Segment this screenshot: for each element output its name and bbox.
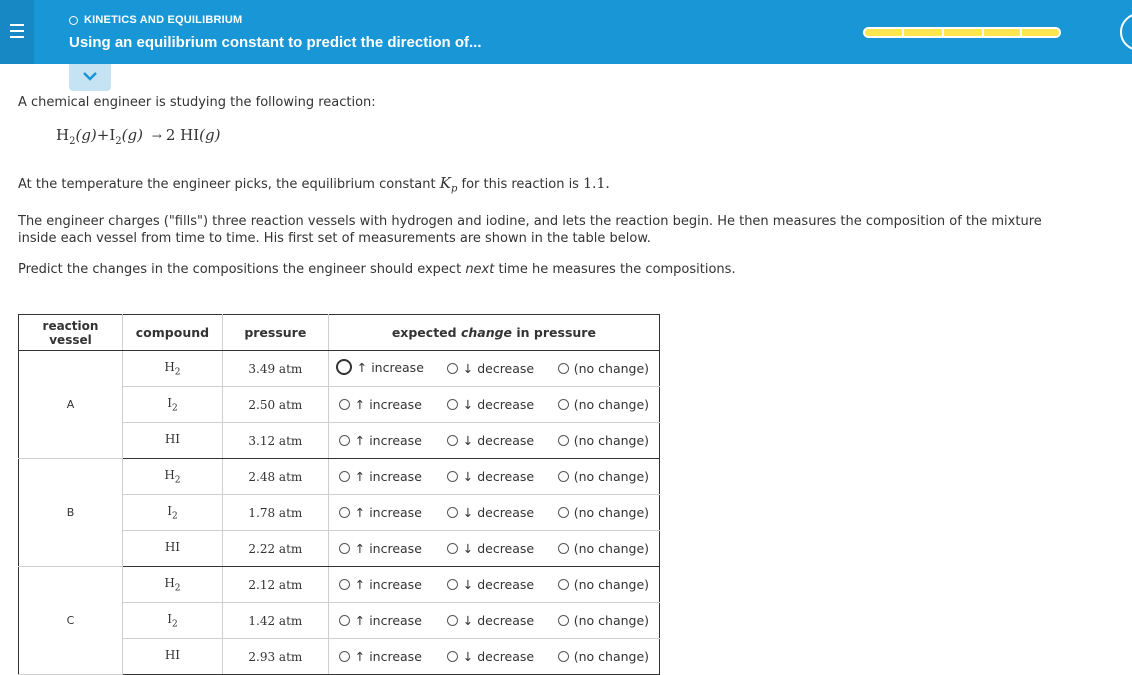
option-decrease[interactable] xyxy=(447,361,534,376)
option-none[interactable] xyxy=(558,541,649,556)
vessel-label: B xyxy=(19,459,123,567)
decrease-radio[interactable] xyxy=(447,507,458,518)
increase-radio[interactable] xyxy=(336,359,352,375)
decrease-label: ↓ decrease xyxy=(462,613,535,628)
none-radio[interactable] xyxy=(558,363,569,374)
compound-cell: HI xyxy=(122,531,222,567)
table-row xyxy=(19,459,660,495)
option-decrease[interactable] xyxy=(447,469,534,484)
option-increase[interactable] xyxy=(339,577,422,592)
option-none[interactable] xyxy=(558,397,649,412)
none-radio[interactable] xyxy=(558,543,569,554)
option-none[interactable] xyxy=(558,361,649,376)
header-vessel: reaction vessel xyxy=(19,315,123,351)
decrease-label: ↓ decrease xyxy=(462,649,535,664)
option-decrease[interactable] xyxy=(447,649,534,664)
none-radio[interactable] xyxy=(558,651,569,662)
none-label: (no change) xyxy=(573,577,650,592)
header-change: expected change in pressure xyxy=(328,315,659,351)
none-label: (no change) xyxy=(573,505,650,520)
option-none[interactable] xyxy=(558,613,649,628)
pressure-cell: 2.48 atm xyxy=(222,459,328,495)
option-none[interactable] xyxy=(558,505,649,520)
pressure-cell: 1.78 atm xyxy=(222,495,328,531)
change-options xyxy=(328,351,659,387)
chevron-down-icon xyxy=(82,70,98,82)
option-increase[interactable] xyxy=(339,541,422,556)
compound-cell: $H_2$ xyxy=(122,351,222,387)
option-decrease[interactable] xyxy=(447,397,534,412)
increase-label: ↑ increase xyxy=(354,505,422,520)
progress-bar xyxy=(863,27,1061,38)
none-label: (no change) xyxy=(573,613,650,628)
increase-radio[interactable] xyxy=(339,651,350,662)
header-pressure: pressure xyxy=(222,315,328,351)
menu-button[interactable] xyxy=(0,0,34,64)
collapse-toggle[interactable] xyxy=(69,64,111,91)
help-button[interactable] xyxy=(1120,13,1132,51)
increase-radio[interactable] xyxy=(339,435,350,446)
none-label: (no change) xyxy=(573,433,650,448)
none-label: (no change) xyxy=(573,469,650,484)
increase-radio[interactable] xyxy=(339,615,350,626)
predict-sentence: Predict the changes in the compositions the engineer should expect next time he measures the compositions. xyxy=(18,262,736,277)
option-increase[interactable] xyxy=(336,359,424,375)
none-radio[interactable] xyxy=(558,507,569,518)
pressure-cell: 2.12 atm xyxy=(222,567,328,603)
increase-label: ↑ increase xyxy=(354,433,422,448)
table-row xyxy=(19,567,660,603)
topic-circle-icon xyxy=(69,16,78,25)
option-none[interactable] xyxy=(558,469,649,484)
decrease-label: ↓ decrease xyxy=(462,469,535,484)
pressure-cell: 3.49 atm xyxy=(222,351,328,387)
setup-line-2: inside each vessel from time to time. His first set of measurements are shown in the table below. xyxy=(18,231,651,246)
intro-text: A chemical engineer is studying the following reaction: xyxy=(18,95,376,110)
decrease-label: ↓ decrease xyxy=(462,361,535,376)
increase-label: ↑ increase xyxy=(356,359,424,375)
decrease-label: ↓ decrease xyxy=(462,433,535,448)
decrease-label: ↓ decrease xyxy=(462,541,535,556)
pressure-cell: 2.22 atm xyxy=(222,531,328,567)
option-decrease[interactable] xyxy=(447,541,534,556)
option-decrease[interactable] xyxy=(447,613,534,628)
decrease-radio[interactable] xyxy=(447,651,458,662)
change-options xyxy=(328,639,659,675)
increase-radio[interactable] xyxy=(339,579,350,590)
option-none[interactable] xyxy=(558,433,649,448)
setup-line-1: The engineer charges ("fills") three reaction vessels with hydrogen and iodine, and lets the reaction begin. He then measures the composition of the mixture xyxy=(18,214,1042,229)
compound-cell: $I_2$ xyxy=(122,495,222,531)
none-radio[interactable] xyxy=(558,399,569,410)
none-label: (no change) xyxy=(573,361,650,376)
increase-radio[interactable] xyxy=(339,507,350,518)
change-options xyxy=(328,495,659,531)
decrease-radio[interactable] xyxy=(447,543,458,554)
option-decrease[interactable] xyxy=(447,433,534,448)
decrease-radio[interactable] xyxy=(447,471,458,482)
decrease-radio[interactable] xyxy=(447,579,458,590)
compound-cell: HI xyxy=(122,639,222,675)
decrease-radio[interactable] xyxy=(447,615,458,626)
none-radio[interactable] xyxy=(558,579,569,590)
reaction-equation: $H_2(g)+I_2(g) \to 2$ HI(g) xyxy=(56,126,221,147)
option-none[interactable] xyxy=(558,577,649,592)
none-radio[interactable] xyxy=(558,615,569,626)
change-options xyxy=(328,387,659,423)
decrease-label: ↓ decrease xyxy=(462,505,535,520)
none-label: (no change) xyxy=(573,541,650,556)
decrease-radio[interactable] xyxy=(447,435,458,446)
none-radio[interactable] xyxy=(558,471,569,482)
compound-cell: $I_2$ xyxy=(122,387,222,423)
pressure-cell: 1.42 atm xyxy=(222,603,328,639)
pressure-cell: 3.12 atm xyxy=(222,423,328,459)
compound-cell: HI xyxy=(122,423,222,459)
increase-label: ↑ increase xyxy=(354,613,422,628)
compound-cell: $I_2$ xyxy=(122,603,222,639)
decrease-label: ↓ decrease xyxy=(462,577,535,592)
topic-label: KINETICS AND EQUILIBRIUM xyxy=(69,14,242,26)
option-increase[interactable] xyxy=(339,397,422,412)
none-label: (no change) xyxy=(573,649,650,664)
increase-radio[interactable] xyxy=(339,399,350,410)
option-increase[interactable] xyxy=(339,469,422,484)
measurement-table xyxy=(18,314,660,675)
pressure-cell: 2.93 atm xyxy=(222,639,328,675)
top-bar xyxy=(0,0,1132,64)
increase-label: ↑ increase xyxy=(354,397,422,412)
none-radio[interactable] xyxy=(558,435,569,446)
option-increase[interactable] xyxy=(339,433,422,448)
change-options xyxy=(328,423,659,459)
page-title: Using an equilibrium constant to predict the direction of... xyxy=(69,34,482,51)
option-increase[interactable] xyxy=(339,505,422,520)
option-increase[interactable] xyxy=(339,613,422,628)
none-label: (no change) xyxy=(573,397,650,412)
header-compound: compound xyxy=(122,315,222,351)
increase-label: ↑ increase xyxy=(354,541,422,556)
table-row xyxy=(19,351,660,387)
increase-label: ↑ increase xyxy=(354,469,422,484)
increase-label: ↑ increase xyxy=(354,649,422,664)
decrease-radio[interactable] xyxy=(447,363,458,374)
increase-radio[interactable] xyxy=(339,471,350,482)
compound-cell: $H_2$ xyxy=(122,459,222,495)
decrease-label: ↓ decrease xyxy=(462,397,535,412)
vessel-label: C xyxy=(19,567,123,675)
change-options xyxy=(328,603,659,639)
option-decrease[interactable] xyxy=(447,577,534,592)
option-none[interactable] xyxy=(558,649,649,664)
change-options xyxy=(328,531,659,567)
vessel-label: A xyxy=(19,351,123,459)
decrease-radio[interactable] xyxy=(447,399,458,410)
compound-cell: $H_2$ xyxy=(122,567,222,603)
increase-label: ↑ increase xyxy=(354,577,422,592)
option-decrease[interactable] xyxy=(447,505,534,520)
change-options xyxy=(328,459,659,495)
increase-radio[interactable] xyxy=(339,543,350,554)
change-options xyxy=(328,567,659,603)
pressure-cell: 2.50 atm xyxy=(222,387,328,423)
option-increase[interactable] xyxy=(339,649,422,664)
kp-sentence: At the temperature the engineer picks, the equilibrium constant $K_p$ for this reaction is 1.1. xyxy=(18,174,610,195)
